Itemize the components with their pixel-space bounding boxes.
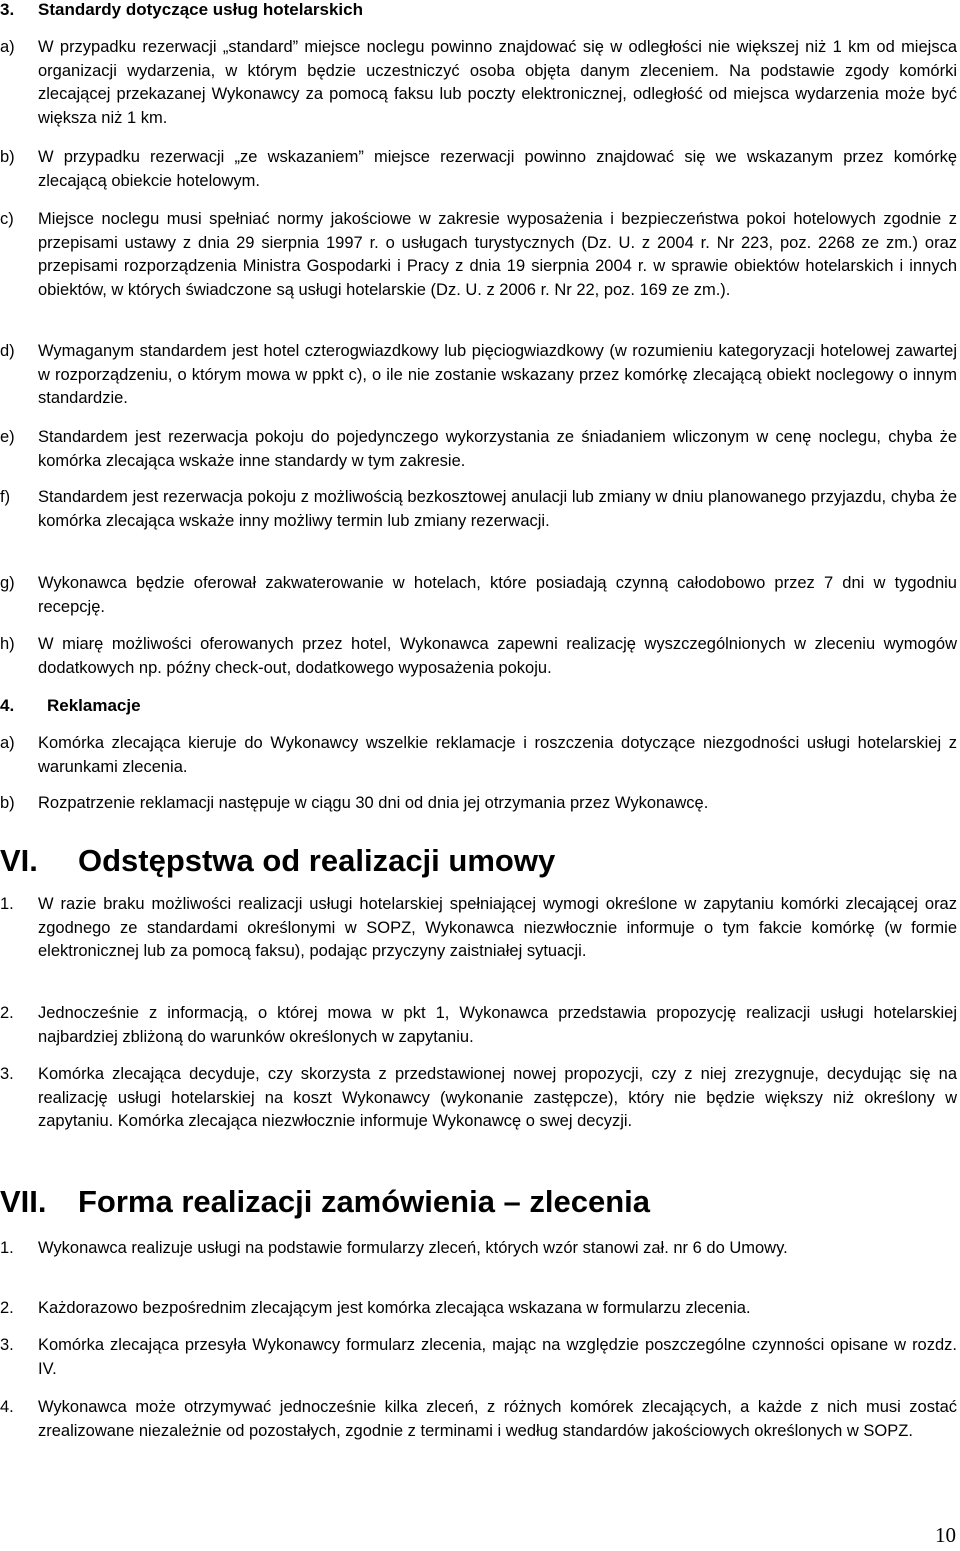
list-item	[0, 732, 957, 779]
item-text: W miarę możliwości oferowanych przez hotel, Wykonawca zapewni realizację wyszczególnionych w zleceniu wymogów dodatkowych np. późny check-out, dodatkowego wyposażenia pokoju.	[38, 635, 957, 677]
list-item	[0, 1334, 957, 1381]
item-text: Wykonawca będzie oferował zakwaterowanie w hotelach, które posiadają czynną całodobowo przez 7 dni w tygodniu recepcję.	[38, 574, 957, 616]
item-label: b)	[0, 148, 15, 166]
item-label: 1.	[0, 1239, 14, 1257]
item-label: d)	[0, 342, 15, 360]
item-label: a)	[0, 38, 15, 56]
item-text: Standardem jest rezerwacja pokoju z możliwością bezkosztowej anulacji lub zmiany w dniu planowanego przyjazdu, chyba że komórka zlecająca wskaże inny możliwy termin lub zmiany rezerwacji.	[38, 488, 957, 530]
item-text: Jednocześnie z informacją, o której mowa w pkt 1, Wykonawca przedstawia propozycję realizacji usługi hotelarskiej najbardziej zbliżoną do warunków określonych w zapytaniu.	[38, 1004, 957, 1046]
list-item	[0, 426, 957, 473]
item-text: W przypadku rezerwacji „standard” miejsce noclegu powinno znajdować się w odległości nie większej niż 1 km od miejsca organizacji wydarzenia, w którym będzie uczestniczyć osoba objęta danym zleceniem. Na podstawie zgody komórki zlecającej przekazanej Wykonawcy za pomocą faksu lub poczty elektronicznej, odległość od miejsca wydarzenia może być większa niż 1 km.	[38, 38, 957, 127]
section-number: VI.	[0, 843, 38, 878]
list-item	[0, 1396, 957, 1443]
item-text: W razie braku możliwości realizacji usługi hotelarskiej spełniającej wymogi określone w zapytaniu komórki zlecającej oraz zgodnego ze standardami określonymi w SOPZ, Wykonawca niezwłocznie informuje o tym fakcie komórkę (w formie elektronicznej lub za pomocą faksu), podając przyczyny zaistniałej sytuacji.	[38, 895, 957, 960]
list-item	[0, 36, 957, 130]
list-item	[0, 893, 957, 964]
list-item	[0, 1297, 957, 1321]
list-item	[0, 633, 957, 680]
section-number: 3.	[0, 0, 15, 19]
section-number: 4.	[0, 696, 15, 715]
item-label: b)	[0, 794, 15, 812]
list-item	[0, 792, 957, 816]
item-label: a)	[0, 734, 15, 752]
item-label: 3.	[0, 1065, 14, 1083]
item-label: h)	[0, 635, 15, 653]
list-item	[0, 572, 957, 619]
item-label: 3.	[0, 1336, 14, 1354]
item-text: Standardem jest rezerwacja pokoju do pojedynczego wykorzystania ze śniadaniem wliczonym w cenę noclegu, chyba że komórka zlecająca wskaże inne standardy w tym zakresie.	[38, 428, 957, 470]
list-item	[0, 1063, 957, 1134]
list-item	[0, 146, 957, 193]
list-item	[0, 486, 957, 533]
item-text: Rozpatrzenie reklamacji następuje w ciągu 30 dni od dnia jej otrzymania przez Wykonawcę.	[38, 794, 709, 812]
section-title: Reklamacje	[47, 696, 141, 715]
item-text: Miejsce noclegu musi spełniać normy jakościowe w zakresie wyposażenia i bezpieczeństwa pokoi hotelowych zgodnie z przepisami ustawy z dnia 29 sierpnia 1997 r. o usługach turystycznych (Dz. U. z 2004 r. Nr 223, poz. 2268 ze zm.) oraz przepisami rozporządzenia Ministra Gospodarki i Pracy z dnia 19 sierpnia 2004 r. w sprawie obiektów hotelarskich i innych obiektów, w których świadczone są usługi hotelarskie (Dz. U. z 2006 r. Nr 22, poz. 169 ze zm.).	[38, 210, 957, 299]
item-text: Komórka zlecająca kieruje do Wykonawcy wszelkie reklamacje i roszczenia dotyczące niezgodności usługi hotelarskiej z warunkami zlecenia.	[38, 734, 957, 776]
section-number: VII.	[0, 1184, 47, 1219]
list-item	[0, 208, 957, 302]
list-item	[0, 340, 957, 411]
list-item	[0, 1002, 957, 1049]
item-text: Wymaganym standardem jest hotel czterogwiazdkowy lub pięciogwiazdkowy (w rozumieniu kategoryzacji hotelowej zawartej w rozporządzeniu, o którym mowa w ppkt c), o ile nie zostanie wskazany przez komórkę zlecającą obiekt noclegowy o innym standardzie.	[38, 342, 957, 407]
section-title: Odstępstwa od realizacji umowy	[78, 843, 556, 878]
item-text: Komórka zlecająca przesyła Wykonawcy formularz zlecenia, mając na względzie poszczególne czynności opisane w rozdz. IV.	[38, 1336, 957, 1378]
page-number: 10	[935, 1523, 956, 1547]
section-title: Forma realizacji zamówienia – zlecenia	[78, 1184, 651, 1219]
item-label: f)	[0, 488, 11, 506]
item-text: Wykonawca realizuje usługi na podstawie formularzy zleceń, których wzór stanowi zał. nr 6 do Umowy.	[38, 1239, 788, 1257]
list-item	[0, 1237, 957, 1261]
item-label: 4.	[0, 1398, 14, 1416]
item-label: 2.	[0, 1004, 14, 1022]
item-label: 2.	[0, 1299, 14, 1317]
item-label: e)	[0, 428, 15, 446]
item-label: c)	[0, 210, 14, 228]
item-label: 1.	[0, 895, 14, 913]
item-label: g)	[0, 574, 15, 592]
item-text: Każdorazowo bezpośrednim zlecającym jest komórka zlecająca wskazana w formularzu zlecenia.	[38, 1299, 751, 1317]
item-text: Wykonawca może otrzymywać jednocześnie kilka zleceń, z różnych komórek zlecających, a każde z nich musi zostać zrealizowane niezależnie od pozostałych, zgodnie z terminami i według standardów jakościowych określonych w SOPZ.	[38, 1398, 957, 1440]
section-title: Standardy dotyczące usług hotelarskich	[38, 0, 363, 19]
item-text: Komórka zlecająca decyduje, czy skorzysta z przedstawionej nowej propozycji, czy z niej zrezygnuje, decydując się na realizację usługi hotelarskiej na koszt Wykonawcy (wykonanie zastępcze), który nie będzie większy niż określony w zapytaniu. Komórka zlecająca niezwłocznie informuje Wykonawcę o swej decyzji.	[38, 1065, 957, 1130]
item-text: W przypadku rezerwacji „ze wskazaniem” miejsce rezerwacji powinno znajdować się we wskazanym przez komórkę zlecającą obiekcie hotelowym.	[38, 148, 957, 190]
